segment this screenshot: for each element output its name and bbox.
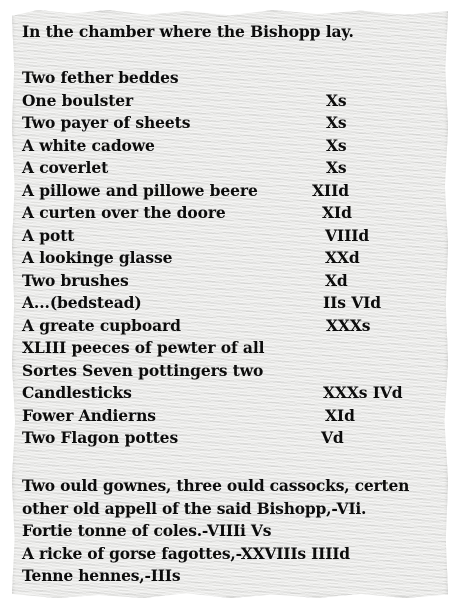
item-value: XXd [325,248,360,267]
item-description: A curten over the doore [22,203,226,222]
item-value: Vd [321,428,344,447]
item-value: Xs [326,113,347,132]
item-value: VIIId [325,225,370,245]
item-description: Fower Andierns [22,405,156,425]
item-description: Candlesticks [22,383,132,402]
item-description: A lookinge glasse [22,248,173,267]
inventory-list [22,67,422,450]
item-description: Two fether beddes [22,68,179,87]
inventory-item [22,315,422,338]
item-description: One boulster [22,90,134,110]
inventory-item [22,225,422,248]
item-value: XId [325,405,355,425]
item-description: Sortes Seven pottingers two [22,360,264,380]
item-description: Two Flagon pottes [22,428,179,447]
inventory-item [22,382,422,405]
inventory-item [22,202,422,225]
item-description: A white cadowe [22,135,155,155]
inventory-heading: In the chamber where the Bishopp lay. [22,22,354,41]
item-description: A pillowe and pillowe beere [22,180,258,200]
item-description: A pott [22,225,75,245]
inventory-item [22,337,422,360]
inventory-item [22,360,422,383]
additional-items [22,475,432,588]
item-description: Two brushes [22,270,129,290]
additional-item-line: Two ould gownes, three ould cassocks, certen [22,476,410,495]
item-value: Xd [325,270,348,290]
additional-item-line: Fortie tonne of coles.-VIIIi Vs [22,521,272,540]
inventory-item [22,157,422,180]
additional-item-line: Tenne hennes,-IIIs [22,566,181,585]
inventory-item [22,405,422,428]
item-description: A greate cupboard [22,315,181,335]
item-value: Xs [326,158,347,177]
item-value: XXXs [326,315,371,335]
item-value: XIId [312,180,349,200]
inventory-item [22,427,422,450]
item-description: Two payer of sheets [22,113,191,132]
inventory-item [22,180,422,203]
item-value: XId [322,203,352,222]
inventory-item [22,112,422,135]
additional-item-line: A ricke of gorse fagottes,-XXVIIIs IIIId [22,543,350,563]
inventory-item [22,270,422,293]
item-description: A...(bedstead) [22,293,142,312]
inventory-item [22,292,422,315]
item-description: XLIII peeces of pewter of all [22,338,265,357]
inventory-item [22,90,422,113]
item-description: A coverlet [22,158,109,177]
additional-item-line: other old appell of the said Bishopp,-VIi. [22,498,367,518]
item-value: XXXs IVd [323,383,403,402]
inventory-item [22,247,422,270]
item-value: Xs [326,90,347,110]
inventory-item [22,135,422,158]
item-value: Xs [326,135,347,155]
inventory-item [22,67,422,90]
item-value: IIs VId [323,293,382,312]
